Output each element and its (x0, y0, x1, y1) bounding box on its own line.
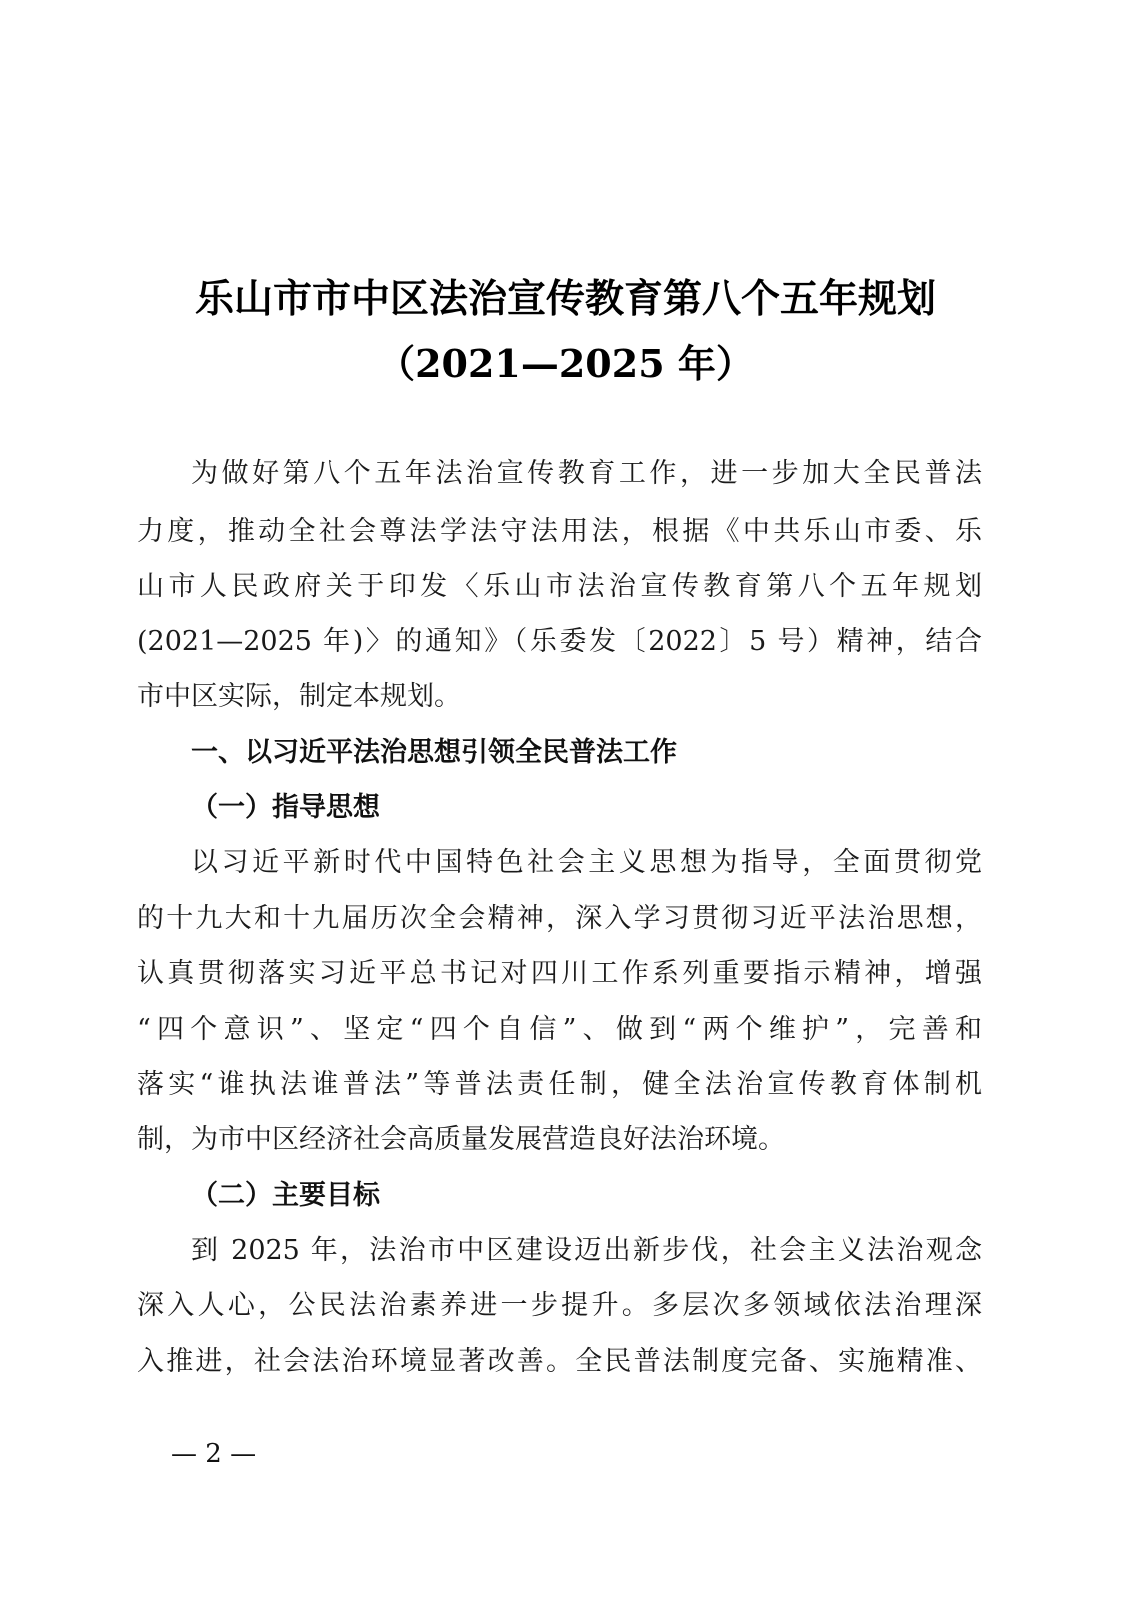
section-heading-1: 一、以习近平法治思想引领全民普法工作 (191, 737, 677, 768)
intro-line-5: 市中区实际，制定本规划。 (137, 681, 461, 712)
sub1-line-2: 的十九大和十九届历次全会精神，深入学习贯彻习近平法治思想， (137, 903, 982, 934)
sub1-line-5: 落实“谁执法谁普法”等普法责任制，健全法治宣传教育体制机 (137, 1069, 982, 1100)
intro-line-3: 山市人民政府关于印发〈乐山市法治宣传教育第八个五年规划 (137, 571, 982, 602)
intro-line-1: 为做好第八个五年法治宣传教育工作，进一步加大全民普法 (191, 458, 982, 489)
subsection-heading-2: （二）主要目标 (191, 1180, 380, 1211)
page-number: — 2 — (171, 1439, 257, 1469)
sub1-line-3: 认真贯彻落实习近平总书记对四川工作系列重要指示精神，增强 (137, 958, 982, 989)
sub1-line-6: 制，为市中区经济社会高质量发展营造良好法治环境。 (137, 1124, 785, 1155)
sub2-line-1: 到 2025 年，法治市中区建设迈出新步伐，社会主义法治观念 (191, 1235, 982, 1266)
sub2-line-3: 入推进，社会法治环境显著改善。全民普法制度完备、实施精准、 (137, 1346, 982, 1377)
document-subtitle: （2021—2025 年） (377, 341, 754, 386)
intro-line-4: (2021—2025 年)〉的通知》（乐委发〔2022〕5 号）精神，结合 (137, 626, 982, 657)
sub1-line-1: 以习近平新时代中国特色社会主义思想为指导，全面贯彻党 (191, 847, 982, 878)
document-title: 乐山市市中区法治宣传教育第八个五年规划 (194, 276, 936, 322)
sub2-line-2: 深入人心，公民法治素养进一步提升。多层次多领域依法治理深 (137, 1290, 982, 1321)
subsection-heading-1: （一）指导思想 (191, 792, 380, 823)
intro-line-2: 力度，推动全社会尊法学法守法用法，根据《中共乐山市委、乐 (137, 516, 982, 547)
sub1-line-4: “四个意识”、坚定“四个自信”、做到“两个维护”，完善和 (137, 1014, 982, 1045)
